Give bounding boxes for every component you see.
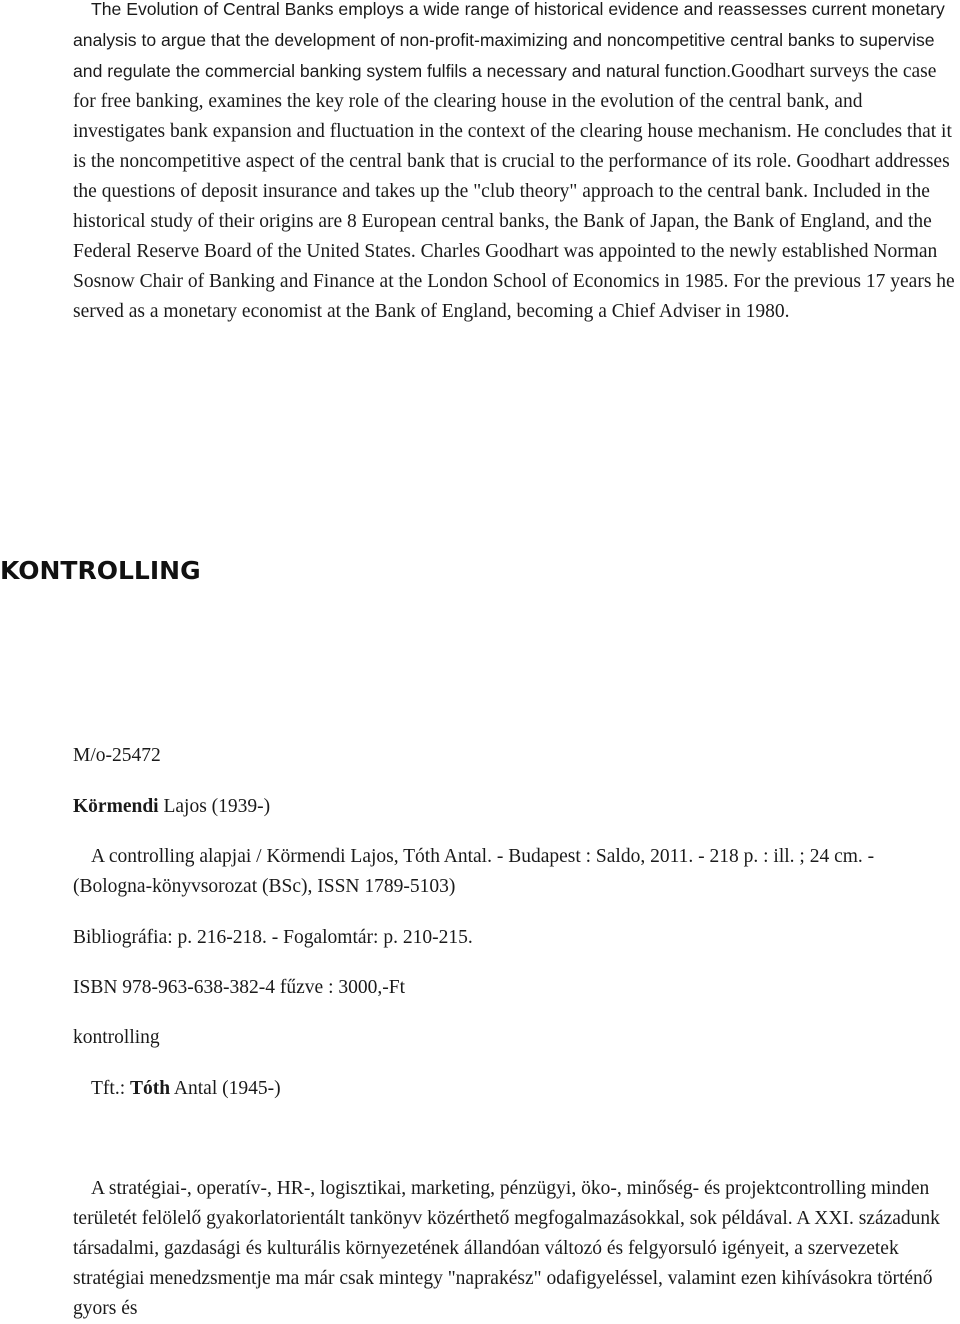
section-heading: KONTROLLING (0, 556, 201, 585)
title-statement (73, 842, 957, 902)
bibliography-note: Bibliográfia: p. 216-218. - Fogalomtár: p. 210-215. (73, 927, 473, 948)
coauthor-prefix: Tft.: (91, 1078, 130, 1099)
isbn-line: ISBN 978-963-638-382-4 fűzve : 3000,-Ft (73, 977, 406, 998)
coauthor-surname: Tóth (130, 1078, 171, 1099)
description-sentence-2: Goodhart surveys the case for free banking, examines the key role of the clearing house in the evolution of the central bank, and investigates bank expansion and fluctuation in the context of the clearing house mechanism. He concludes that it is the noncompetitive aspect of the central bank that is crucial to the performance of its role. Goodhart addresses the questions of deposit insurance and takes up the "club theory" approach to the central bank. Included in the historical study of their origins are 8 European central banks, the Bank of Japan, the Bank of England, and the Federal Reserve Board of the United States. Charles Goodhart was appointed to the newly established Norman Sosnow Chair of Banking and Finance at the London School of Economics in 1985. For the previous 17 years he served as a monetary economist at the Bank of England, becoming a Chief Adviser in 1980. (73, 61, 955, 322)
title-statement-text: A controlling alapjai / Körmendi Lajos, Tóth Antal. - Budapest : Saldo, 2011. - 218 p. : ill. ; 24 cm. - (Bologna-könyvsorozat (BSc), ISSN 1789-5103) (73, 846, 875, 897)
coauthor-details: Antal (1945-) (170, 1078, 281, 1099)
coauthor-line (73, 1074, 957, 1104)
subject-term: kontrolling (73, 1027, 160, 1048)
author-line (73, 792, 957, 822)
book-summary (73, 1174, 957, 1324)
book-description (73, 0, 957, 327)
author-details: Lajos (1939-) (158, 796, 271, 817)
description-sentence-1: The Evolution of Central Banks employs a wide range of historical evidence and reassesses current monetary analysis to argue that the development of non-profit-maximizing and noncompetitive central banks to supervise and regulate the commercial banking system fulfils a necessary and natural function. (73, 0, 945, 81)
author-surname: Körmendi (73, 796, 159, 817)
summary-text: A stratégiai-, operatív-, HR-, logisztikai, marketing, pénzügyi, öko-, minőség- és projektcontrolling minden területét felölelő gyakorlatorientált tankönyv közérthető megfogalmazásokkal, sok példával. A XXI. századunk társadalmi, gazdasági és kulturális környezetének állandóan változó és felgyorsuló igényeit, a szervezetek stratégiai menedzsmentje ma már csak mintegy "naprakész" odafigyeléssel, valamint ezen kihívásokra történő gyors és (73, 1178, 940, 1319)
call-number: M/o-25472 (73, 745, 161, 766)
